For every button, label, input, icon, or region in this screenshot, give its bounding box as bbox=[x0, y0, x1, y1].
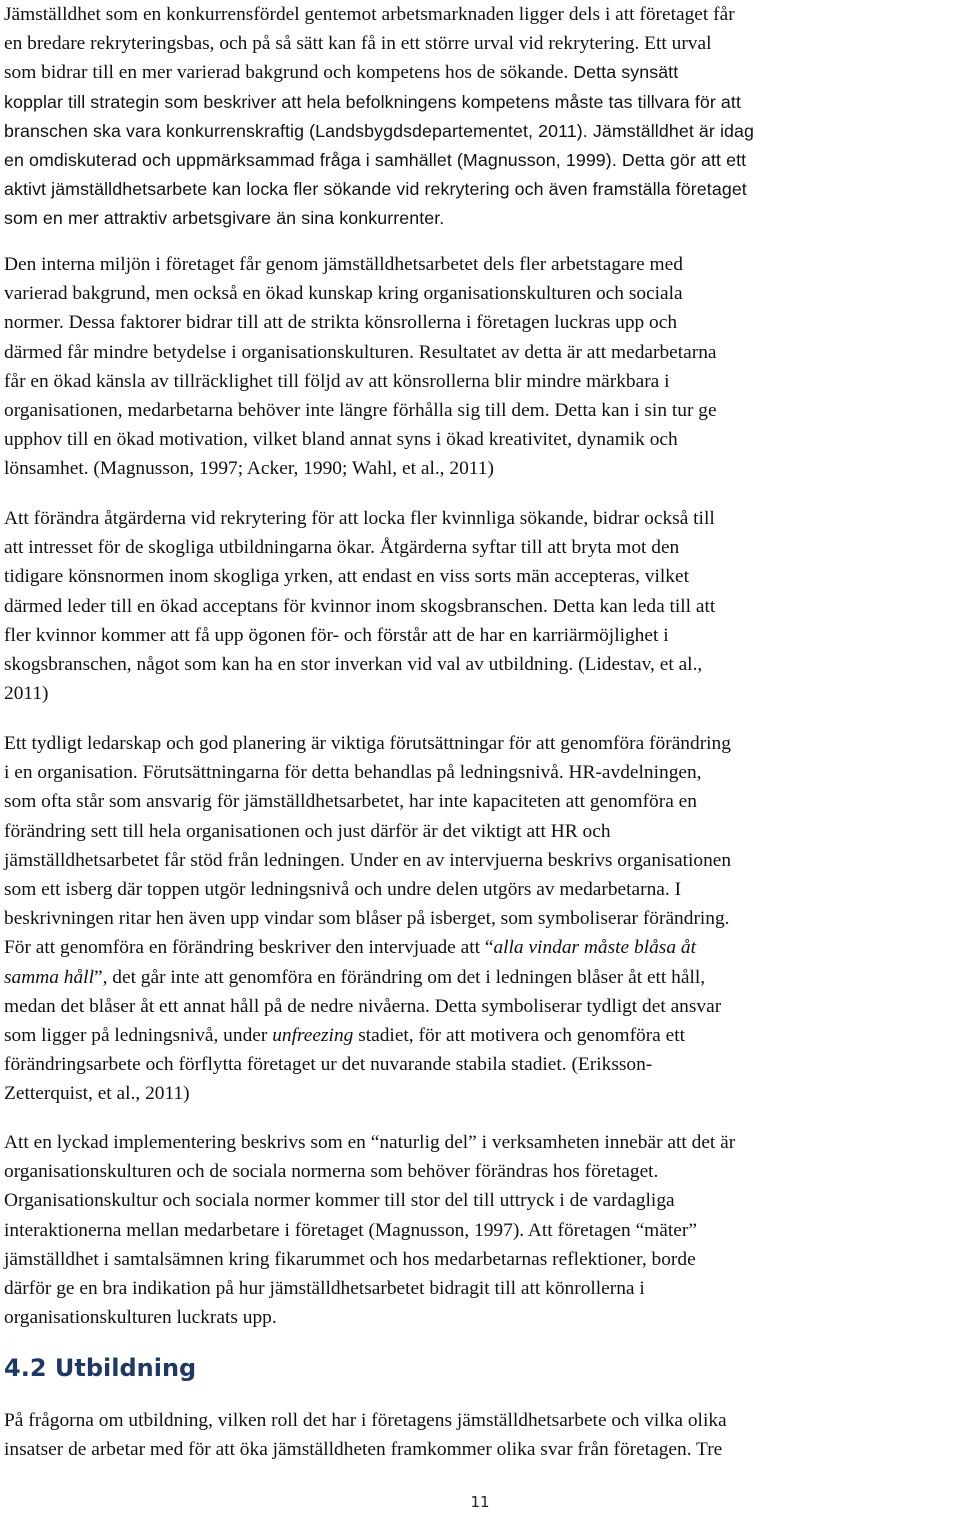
text-line: 2011) bbox=[4, 683, 49, 705]
paragraph-4 bbox=[4, 729, 960, 1109]
text-line: För att genomföra en förändring beskriver den intervjuade att “alla vindar måste blåsa åt bbox=[4, 937, 696, 959]
text-line: förändringsarbete och förflytta företaget ur det nuvarande stabila stadiet. (Eriksson- bbox=[4, 1054, 653, 1076]
text-line: insatser de arbetar med för att öka jämställdheten framkommer olika svar från företagen. Tre bbox=[4, 1439, 723, 1461]
text-line: som en mer attraktiv arbetsgivare än sina konkurrenter. bbox=[4, 208, 445, 229]
text-line: samma håll”, det går inte att genomföra en förändring om det i ledningen blåser åt ett håll, bbox=[4, 966, 706, 988]
text-line: att intresset för de skogliga utbildningarna ökar. Åtgärderna syftar till att bryta mot den bbox=[4, 537, 680, 559]
paragraph-6 bbox=[4, 1406, 960, 1464]
text-line: därmed får mindre betydelse i organisationskulturen. Resultatet av detta är att medarbetarna bbox=[4, 341, 717, 363]
text-line: interaktionerna mellan medarbetare i företaget (Magnusson, 1997). Att företagen “mäter” bbox=[4, 1219, 697, 1241]
text-line: Organisationskultur och sociala normer kommer till stor del till uttryck i de vardagliga bbox=[4, 1190, 675, 1212]
text-line: upphov till en ökad motivation, vilket bland annat syns i ökad kreativitet, dynamik och bbox=[4, 429, 678, 451]
text-line: På frågorna om utbildning, vilken roll det har i företagens jämställdhetsarbete och vilka olika bbox=[4, 1410, 727, 1431]
text-segment: Detta synsätt bbox=[573, 62, 679, 83]
section-heading bbox=[4, 1354, 196, 1382]
text-line: aktivt jämställdhetsarbete kan locka fler sökande vid rekrytering och även framställa företaget bbox=[4, 179, 747, 200]
text-line: som ligger på ledningsnivå, under unfreezing stadiet, för att motivera och genomföra ett bbox=[4, 1025, 686, 1047]
text-segment: som bidrar till en mer varierad bakgrund och kompetens hos de sökande. bbox=[4, 62, 574, 84]
text-line: därmed leder till en ökad acceptans för kvinnor inom skogsbranschen. Detta kan leda till att bbox=[4, 595, 716, 617]
text-line: Att en lyckad implementering beskrivs som en “naturlig del” i verksamheten innebär att det är bbox=[4, 1132, 736, 1153]
section-title: Utbildning bbox=[54, 1354, 197, 1382]
text-line: en bredare rekryteringsbas, och på så sätt kan få in ett större urval vid rekrytering. Ett urval bbox=[4, 33, 712, 55]
text-line: lönsamhet. (Magnusson, 1997; Acker, 1990; Wahl, et al., 2011) bbox=[4, 458, 494, 480]
text-line: varierad bakgrund, men också en ökad kunskap kring organisationskulturen och sociala bbox=[4, 283, 683, 305]
text-line: som ett isberg där toppen utgör ledningsnivå och undre delen utgörs av medarbetarna. I bbox=[4, 879, 682, 901]
text-line: Att förändra åtgärderna vid rekrytering för att locka fler kvinnliga sökande, bidrar också till bbox=[4, 508, 715, 529]
text-line: får en ökad känsla av tillräcklighet till följd av att könsrollerna blir mindre märkbara i bbox=[4, 370, 670, 392]
text-line: Jämställdhet som en konkurrensfördel gentemot arbetsmarknaden ligger dels i att företaget får bbox=[4, 4, 735, 25]
text-line: organisationskulturen luckrats upp. bbox=[4, 1307, 277, 1329]
text-line: kopplar till strategin som beskriver att hela befolkningens kompetens måste tas tillvara för att bbox=[4, 91, 741, 112]
page-number: 11 bbox=[470, 1493, 490, 1511]
text-line: i en organisation. Förutsättningarna för detta behandlas på ledningsnivå. HR-avdelningen, bbox=[4, 762, 702, 784]
paragraph-3 bbox=[4, 504, 960, 708]
text-line: organisationen, medarbetarna behöver inte längre förhålla sig till dem. Detta kan i sin tur ge bbox=[4, 400, 717, 422]
paragraph-2 bbox=[4, 250, 960, 484]
paragraph-5 bbox=[4, 1128, 960, 1332]
text-line: jämställdhetsarbetet får stöd från ledningen. Under en av intervjuerna beskrivs organisationen bbox=[4, 849, 732, 871]
text-line: medan det blåser åt ett annat håll på de nedre nivåerna. Detta symboliserar tydligt det ansvar bbox=[4, 995, 722, 1017]
text-line: därför ge en bra indikation på hur jämställdhetsarbetet bidragit till att könrollerna i bbox=[4, 1278, 645, 1300]
text-line: fler kvinnor kommer att få upp ögonen för- och förstår att de har en karriärmöjlighet i bbox=[4, 624, 669, 646]
text-line: beskrivningen ritar hen även upp vindar som blåser på isberget, som symboliserar förändring. bbox=[4, 908, 730, 930]
text-line: Ett tydligt ledarskap och god planering är viktiga förutsättningar för att genomföra förändring bbox=[4, 733, 731, 754]
text-line: som ofta står som ansvarig för jämställdhetsarbetet, har inte kapaciteten att genomföra en bbox=[4, 791, 697, 813]
text-line: normer. Dessa faktorer bidrar till att de strikta könsrollerna i företagen luckras upp och bbox=[4, 312, 678, 334]
text-line bbox=[4, 58, 960, 87]
paragraph-1 bbox=[4, 0, 960, 234]
text-line: tidigare könsnormen inom skogliga yrken, att endast en viss sorts män accepteras, vilket bbox=[4, 566, 689, 588]
emphasis-text: alla vindar måste blåsa åt bbox=[493, 937, 696, 959]
text-line: förändring sett till hela organisationen och just därför är det viktigt att HR och bbox=[4, 820, 611, 842]
emphasis-text: unfreezing bbox=[272, 1025, 354, 1047]
emphasis-text: samma håll bbox=[4, 966, 94, 988]
text-line: en omdiskuterad och uppmärksammad fråga i samhället (Magnusson, 1999). Detta gör att ett bbox=[4, 150, 747, 171]
text-line: organisationskulturen och de sociala normerna som behöver förändras hos företaget. bbox=[4, 1161, 659, 1183]
text-line: branschen ska vara konkurrenskraftig (Landsbygdsdepartementet, 2011). Jämställdhet är idag bbox=[4, 120, 754, 141]
text-line: Zetterquist, et al., 2011) bbox=[4, 1083, 190, 1105]
text-line: skogsbranschen, något som kan ha en stor inverkan vid val av utbildning. (Lidestav, et al., bbox=[4, 654, 703, 676]
section-number: 4.2 bbox=[4, 1354, 47, 1382]
text-line: jämställdhet i samtalsämnen kring fikarummet och hos medarbetarnas reflektioner, borde bbox=[4, 1248, 696, 1270]
text-line: Den interna miljön i företaget får genom jämställdhetsarbetet dels fler arbetstagare med bbox=[4, 254, 683, 275]
